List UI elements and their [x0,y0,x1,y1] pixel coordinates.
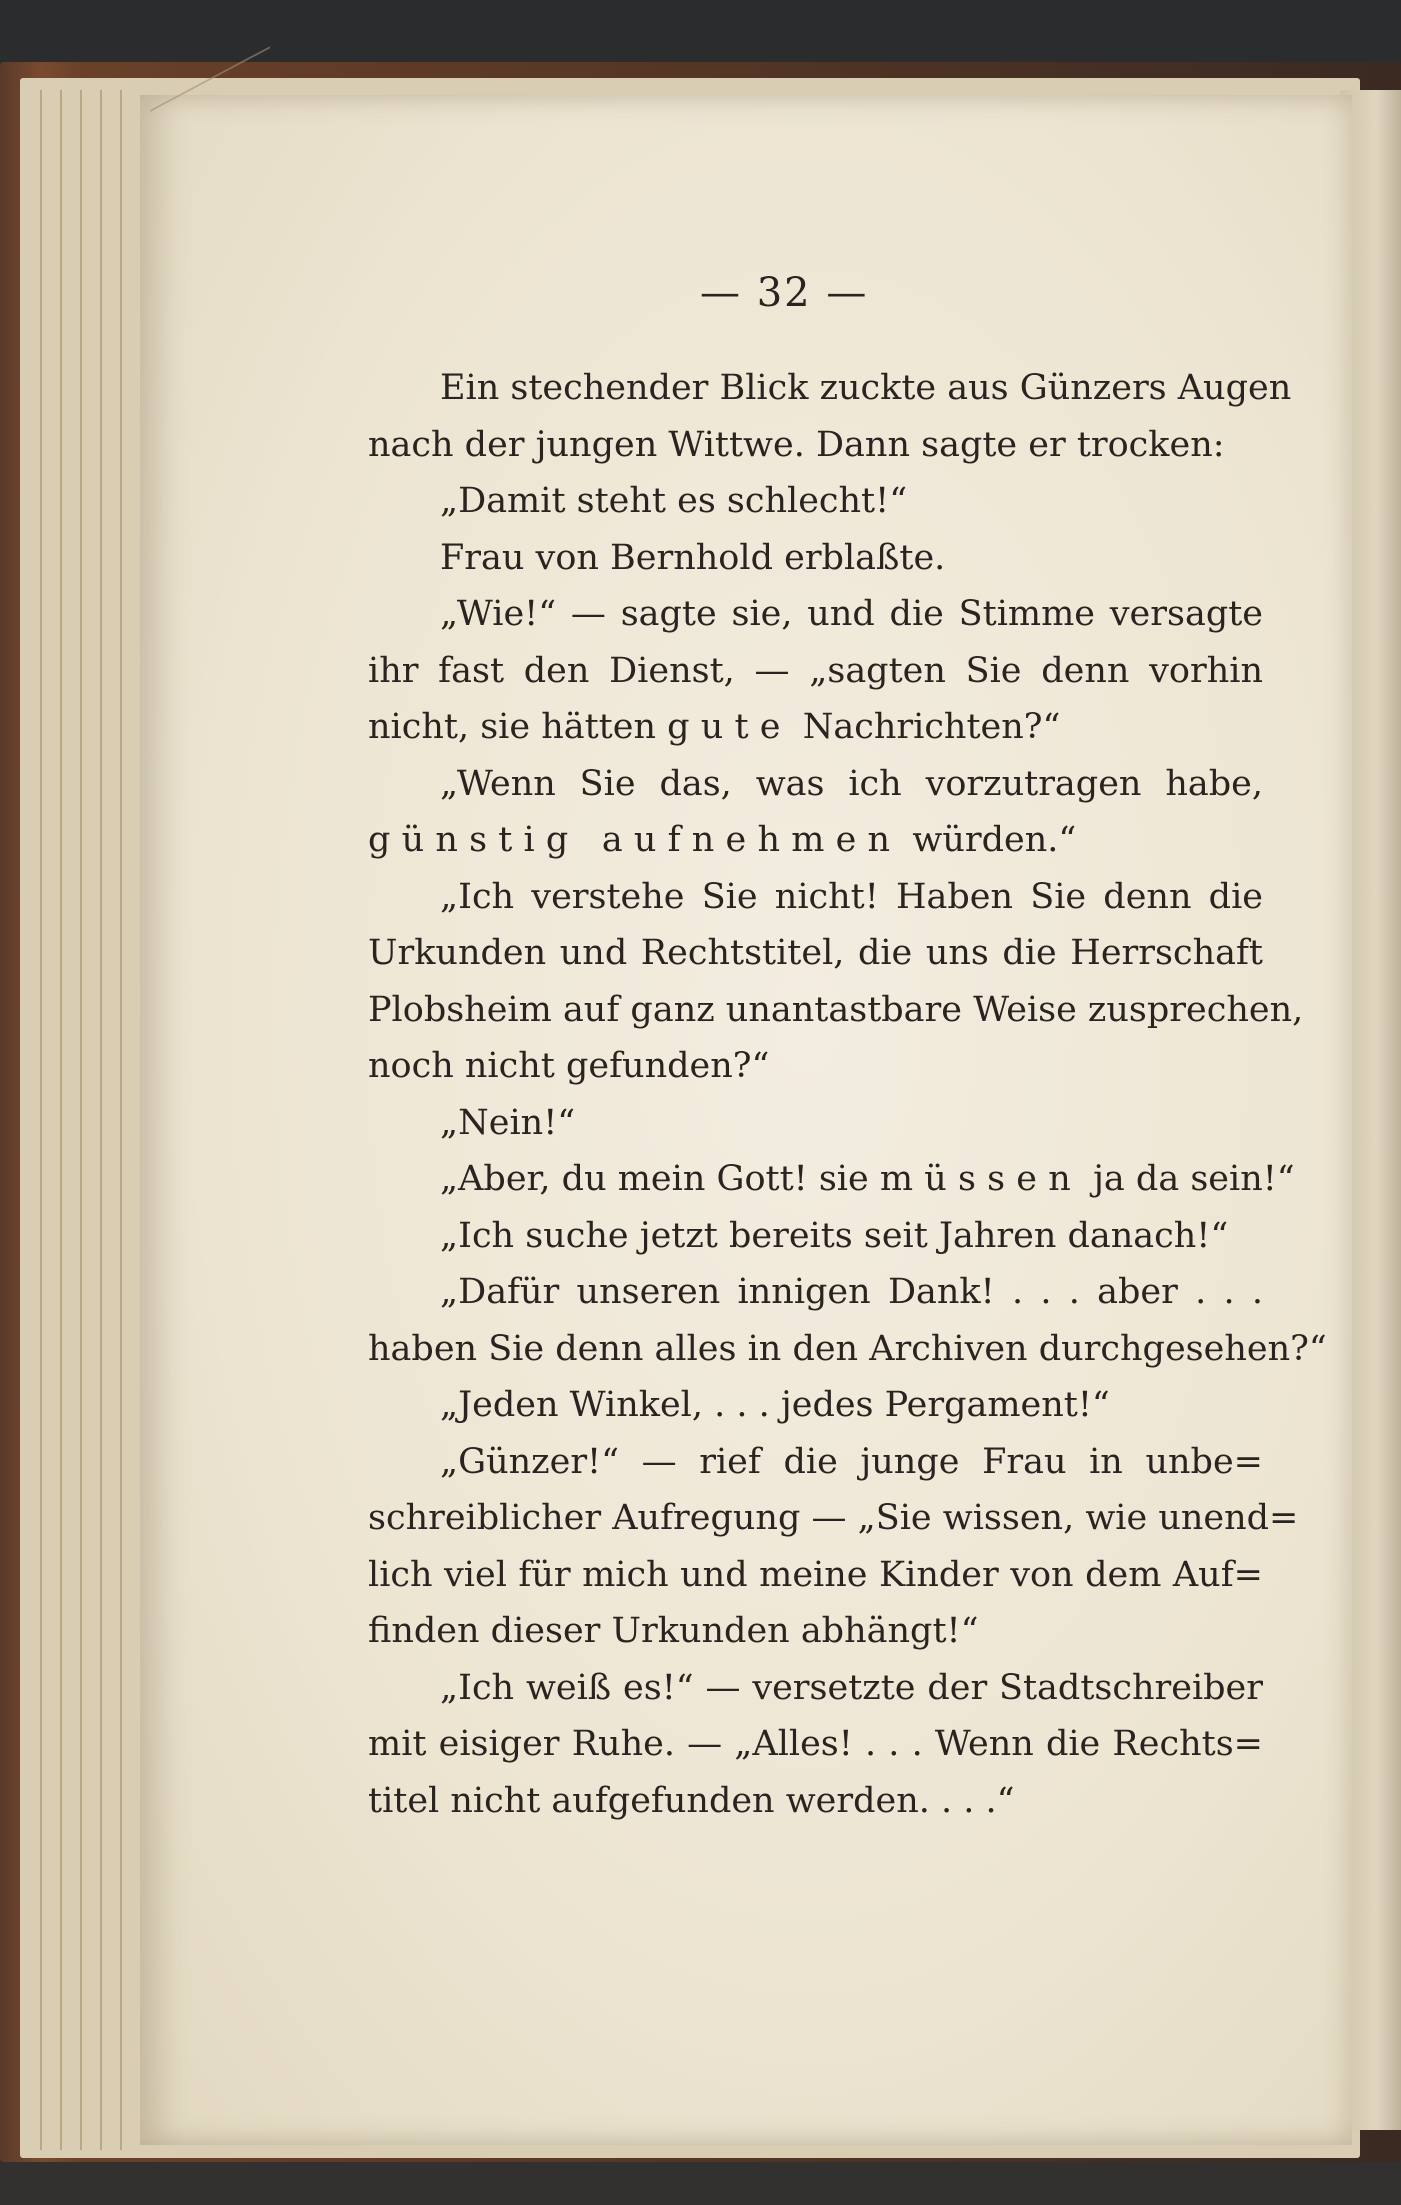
page-edge [40,90,42,2150]
text-line [368,1151,1295,1208]
text-line: noch nicht gefunden?“ [368,1046,770,1086]
text-line: „Ich suche jetzt bereits seit Jahren danach!“ [440,1215,1229,1256]
text-fragment: Nachrichten?“ [791,707,1061,747]
text-line: lich viel für mich und meine Kinder von dem Auf= [368,1554,1263,1595]
page-edge [80,90,82,2150]
text-line: haben Sie denn alles in den Archiven durchgesehen?“ [368,1328,1327,1369]
page-edge [60,90,62,2150]
text-fragment: günstig aufnehmen [368,820,902,860]
text-line [368,699,1263,756]
text-line: mit eisiger Ruhe. — „Alles! . . . Wenn die Rechts= [368,1724,1263,1764]
text-line: „Günzer!“ — rief die junge Frau in unbe= [440,1441,1263,1482]
text-line: Ein stechender Blick zuckte aus Günzers Augen [440,368,1292,408]
text-line [368,812,1263,869]
text-line: „Damit steht es schlecht!“ [440,481,908,521]
text-line: nach der jungen Wittwe. Dann sagte er trocken: [368,424,1225,465]
text-line: „Wenn Sie das, was ich vorzutragen habe, [440,763,1263,804]
text-line: Frau von Bernhold erblaßte. [440,537,946,578]
text-line: „Nein!“ [440,1102,576,1143]
text-line: schreiblicher Aufregung — „Sie wissen, wie unend= [368,1498,1299,1538]
body-text [368,360,1327,1829]
text-line: „Wie!“ — sagte sie, und die Stimme versagte [440,594,1263,634]
text-fragment: nicht, sie hätten [368,707,668,747]
text-fragment: „Aber, du mein Gott! sie [440,1159,880,1199]
text-line: titel nicht aufgefunden werden. . . .“ [368,1780,1015,1821]
page-edge [120,90,122,2150]
text-line: „Jeden Winkel, . . . jedes Pergament!“ [440,1385,1110,1425]
page-number: — 32 — [700,270,869,316]
text-line: Urkunden und Rechtstitel, die uns die Herrschaft [368,933,1263,973]
text-line: Plobsheim auf ganz unantastbare Weise zusprechen, [368,989,1304,1030]
text-fragment: würden.“ [901,820,1077,860]
text-line: „Ich verstehe Sie nicht! Haben Sie denn die [440,876,1263,917]
text-line: „Ich weiß es!“ — versetzte der Stadtschreiber [440,1667,1263,1708]
page-edge [100,90,102,2150]
text-fragment: müssen [879,1159,1082,1199]
text-line: finden dieser Urkunden abhängt!“ [368,1611,979,1651]
text-fragment: gute [667,707,792,747]
text-line: „Dafür unseren innigen Dank! . . . aber . . . [440,1272,1263,1312]
text-fragment: ja da sein!“ [1081,1159,1295,1199]
text-line: ihr fast den Dienst, — „sagten Sie denn vorhin [368,650,1263,691]
